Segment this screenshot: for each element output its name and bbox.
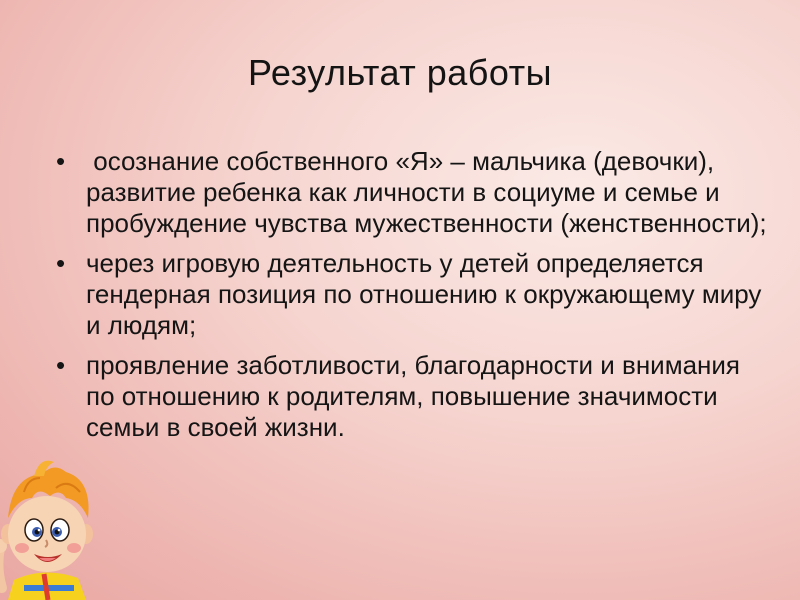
slide-title: Результат работы bbox=[248, 52, 552, 93]
bullet-text: осознание собственного «Я» – мальчика (девочки), развитие ребенка как личности в социуме и семье и пробуждение чувства мужественности (женственности); bbox=[86, 146, 767, 238]
bullet-icon: • bbox=[56, 248, 66, 278]
bullet-list bbox=[48, 146, 768, 452]
bullet-text: через игровую деятельность у детей определяется гендерная позиция по отношению к окружающему миру и людям; bbox=[86, 248, 762, 340]
bullet-icon: • bbox=[56, 350, 66, 380]
bullet-text: проявление заботливости, благодарности и внимания по отношению к родителям, повышение значимости семьи в своей жизни. bbox=[86, 350, 740, 442]
cartoon-boy-icon bbox=[0, 448, 104, 600]
bullet-item bbox=[48, 146, 768, 239]
bullet-item bbox=[48, 350, 768, 443]
bullet-item bbox=[48, 248, 768, 341]
bullet-icon: • bbox=[56, 146, 66, 176]
